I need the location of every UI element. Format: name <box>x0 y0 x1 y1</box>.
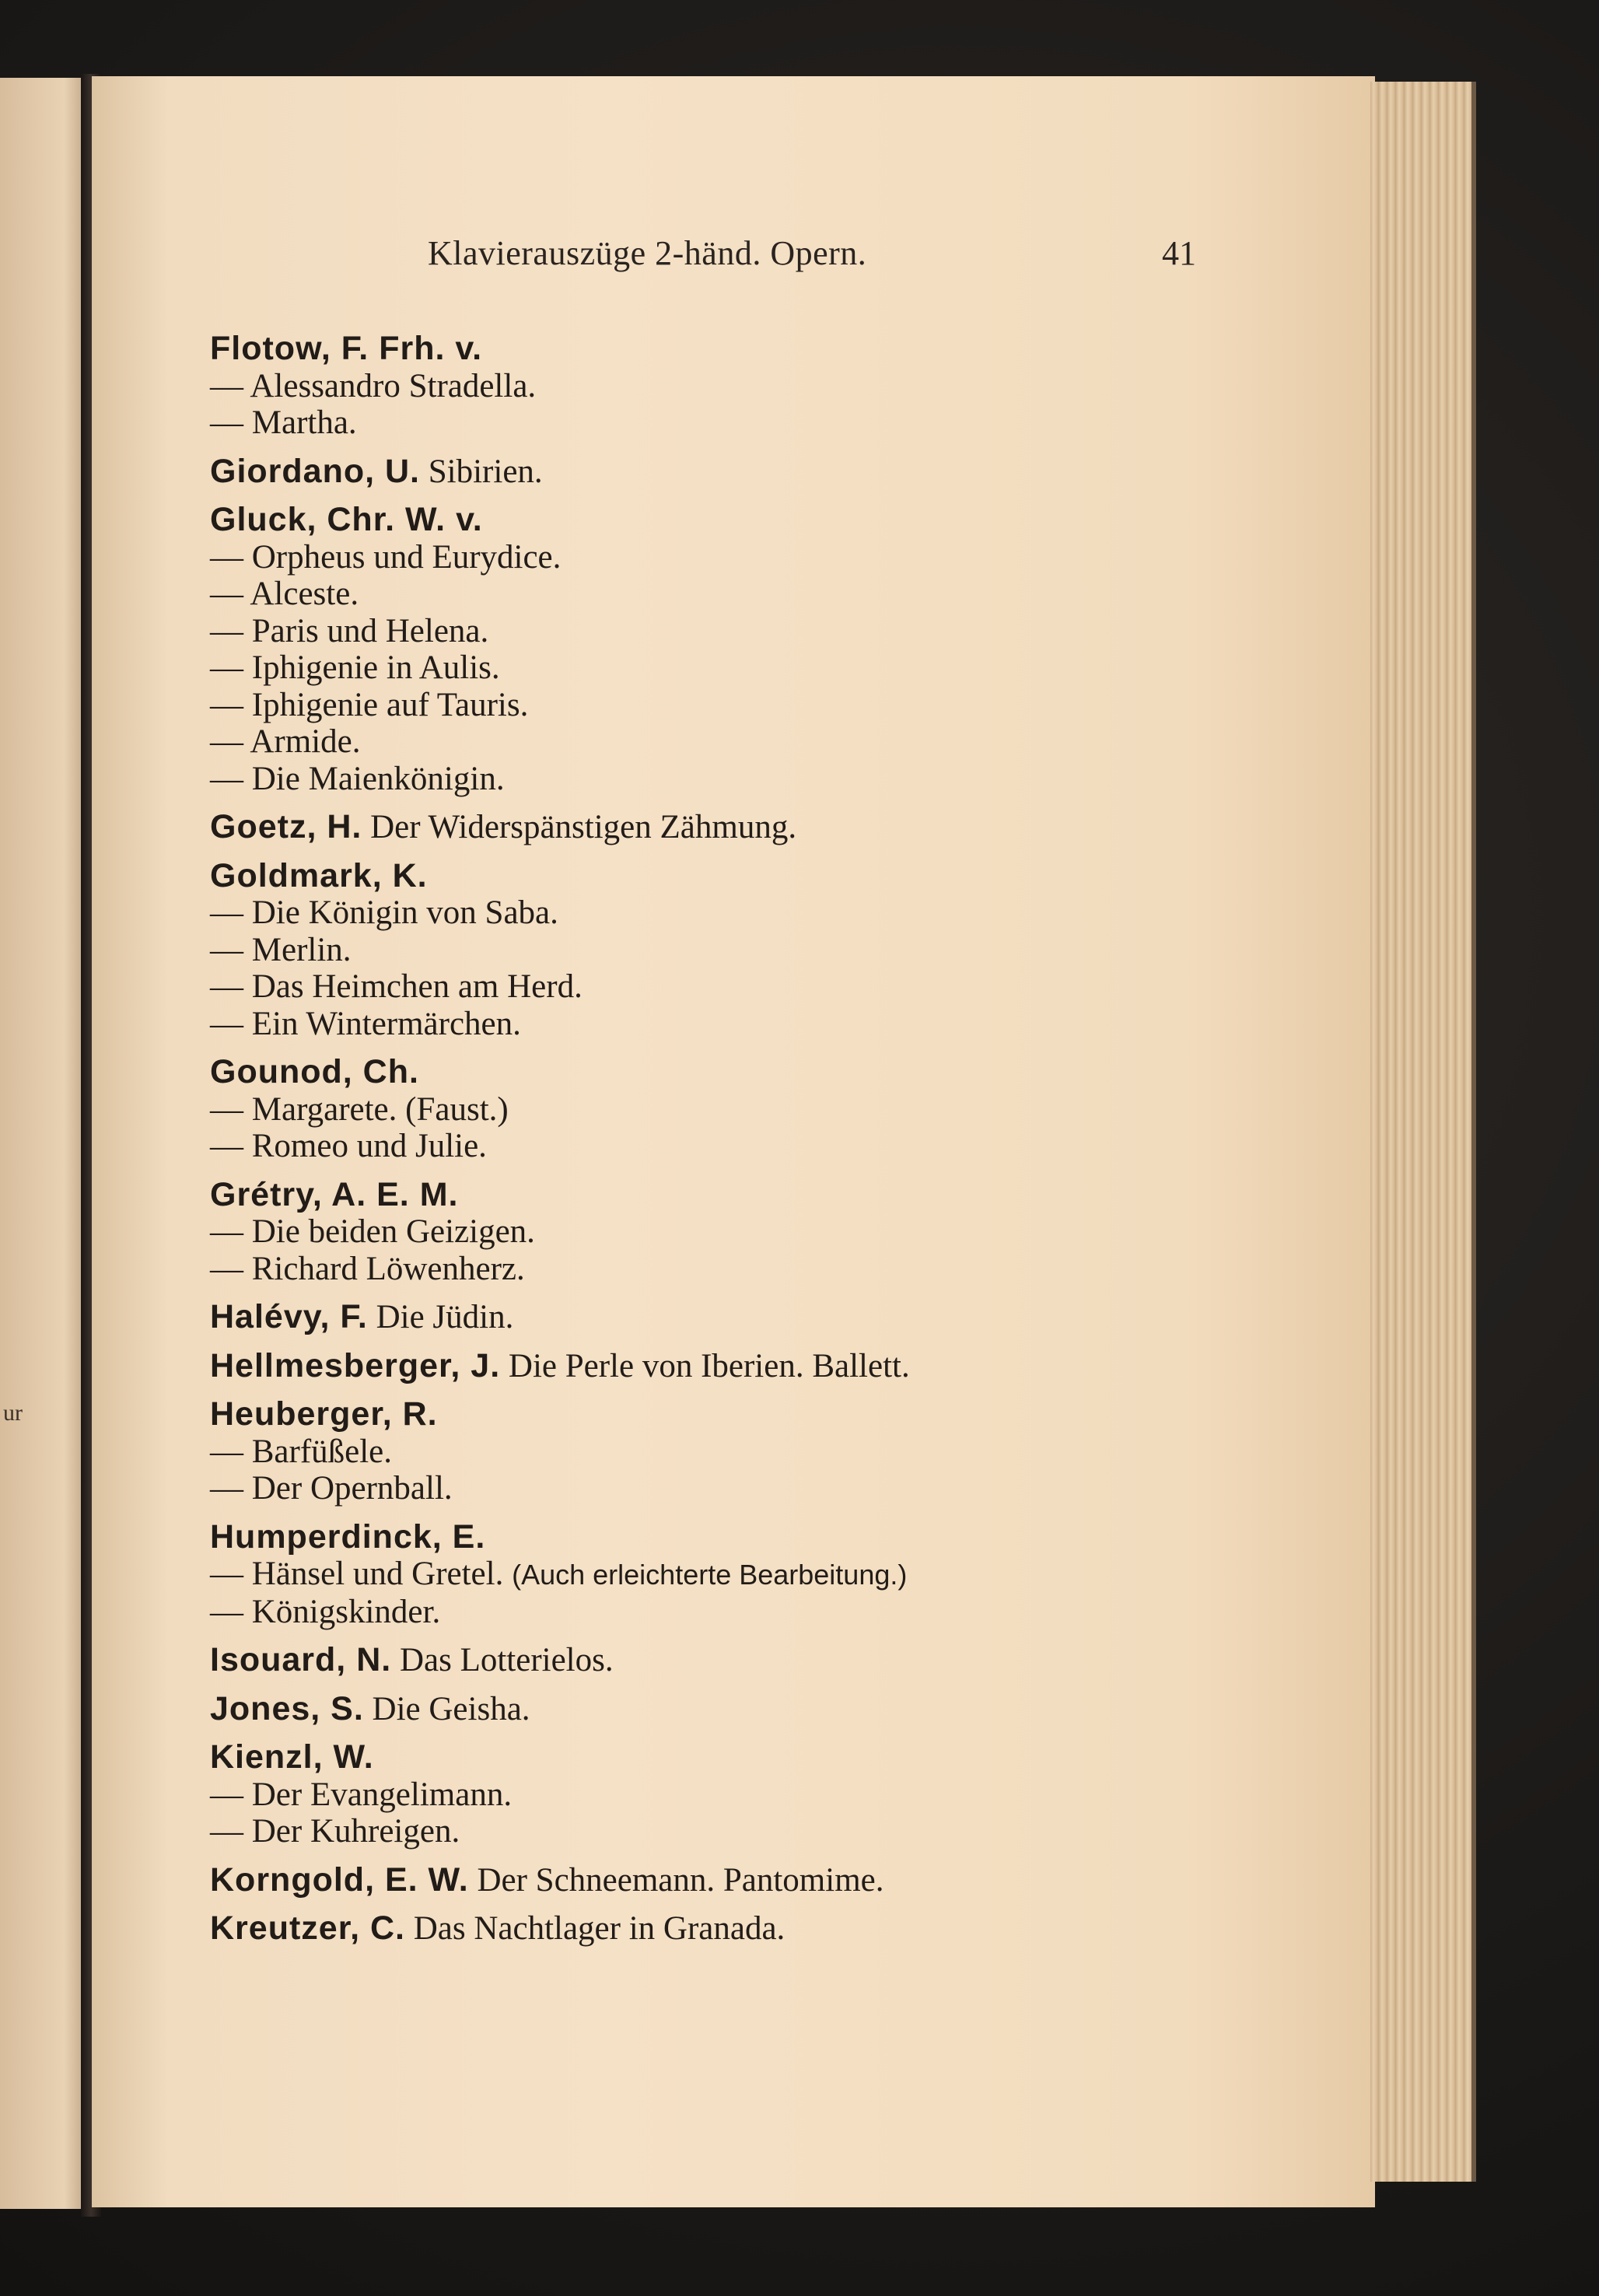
catalog-entry <box>210 502 1338 797</box>
composer-name: Humperdinck, E. <box>210 1517 486 1556</box>
composer-name: Flotow, F. Frh. v. <box>210 330 483 367</box>
composer-name: Halévy, F. <box>210 1298 368 1335</box>
work-title: — Merlin. <box>210 931 352 968</box>
work-title: Das Lotterielos. <box>399 1642 614 1678</box>
work-title: — Alceste. <box>210 576 359 612</box>
work-title: — Der Evangelimann. <box>210 1776 513 1813</box>
work-title: Die Geisha. <box>372 1690 530 1727</box>
work-title: — Das Heimchen am Herd. <box>210 968 583 1005</box>
composer-name: Goldmark, K. <box>210 856 428 894</box>
work-title: — Alessandro Stradella. <box>210 367 537 404</box>
work-title: — Barfüßele. <box>210 1433 393 1470</box>
composer-name: Giordano, U. <box>210 452 420 490</box>
work-title: — Orpheus und Eurydice. <box>210 538 562 576</box>
work-title: — Königskinder. <box>210 1593 441 1630</box>
catalog-entry <box>210 1642 1338 1679</box>
work-title: — Margarete. (Faust.) <box>210 1090 509 1128</box>
composer-name: Kreutzer, C. <box>210 1909 405 1947</box>
catalog-entry <box>210 1910 1338 1948</box>
work-title: — Der Opernball. <box>210 1470 453 1507</box>
work-title: — Hänsel und Gretel. <box>210 1556 504 1592</box>
edition-note: (Auch erleichterte Bearbeitung.) <box>512 1559 908 1591</box>
work-title: — Iphigenie auf Tauris. <box>210 686 529 723</box>
work-title: — Armide. <box>210 723 361 760</box>
catalog-entry <box>210 1739 1338 1850</box>
work-title: — Paris und Helena. <box>210 612 489 649</box>
work-title: Der Schneemann. Pantomime. <box>477 1861 884 1899</box>
composer-name: Grétry, A. E. M. <box>210 1175 459 1213</box>
composer-name: Korngold, E. W. <box>210 1860 469 1899</box>
composer-name: Kienzl, W. <box>210 1738 374 1776</box>
composer-name: Goetz, H. <box>210 808 362 845</box>
catalog-entry <box>210 1862 1338 1899</box>
left-page-edge <box>0 78 92 2209</box>
catalog-entry <box>210 1691 1338 1728</box>
catalog-entry <box>210 453 1338 491</box>
work-title: — Der Kuhreigen. <box>210 1813 460 1850</box>
catalog-entry <box>210 1396 1338 1507</box>
work-title: — Richard Löwenherz. <box>210 1250 525 1287</box>
work-title: Sibirien. <box>428 453 543 490</box>
work-title: — Ein Wintermärchen. <box>210 1005 521 1042</box>
work-title: Die Perle von Iberien. Ballett. <box>508 1347 910 1384</box>
work-title: Die Jüdin. <box>376 1299 514 1335</box>
catalog-entry <box>210 858 1338 1043</box>
catalog-entry <box>210 331 1338 442</box>
page-stack-edges <box>1370 82 1476 2182</box>
catalog-entry <box>210 1348 1338 1385</box>
work-title: — Romeo und Julie. <box>210 1128 487 1164</box>
work-title: Der Widerspänstigen Zähmung. <box>370 809 797 845</box>
catalog-entry <box>210 1054 1338 1165</box>
work-title: — Die Maienkönigin. <box>210 760 505 797</box>
catalog-entries <box>210 331 1338 1959</box>
composer-name: Hellmesberger, J. <box>210 1346 501 1384</box>
catalog-entry <box>210 1299 1338 1336</box>
composer-name: Isouard, N. <box>210 1641 392 1678</box>
page-number: 41 <box>1162 234 1196 272</box>
running-header: Klavierauszüge 2-händ. Opern. <box>428 234 867 272</box>
work-title: Das Nachtlager in Granada. <box>413 1910 786 1947</box>
work-title: — Martha. <box>210 404 357 441</box>
catalog-entry <box>210 1519 1338 1631</box>
work-title: — Die beiden Geizigen. <box>210 1213 535 1250</box>
composer-name: Heuberger, R. <box>210 1395 438 1433</box>
left-page-text-fragment: ur <box>3 1400 23 1426</box>
catalog-entry <box>210 809 1338 846</box>
catalog-entry <box>210 1177 1338 1288</box>
work-title: — Die Königin von Saba. <box>210 894 558 931</box>
composer-name: Gounod, Ch. <box>210 1053 419 1090</box>
composer-name: Jones, S. <box>210 1689 364 1727</box>
work-title: — Iphigenie in Aulis. <box>210 649 500 686</box>
composer-name: Gluck, Chr. W. v. <box>210 501 483 538</box>
